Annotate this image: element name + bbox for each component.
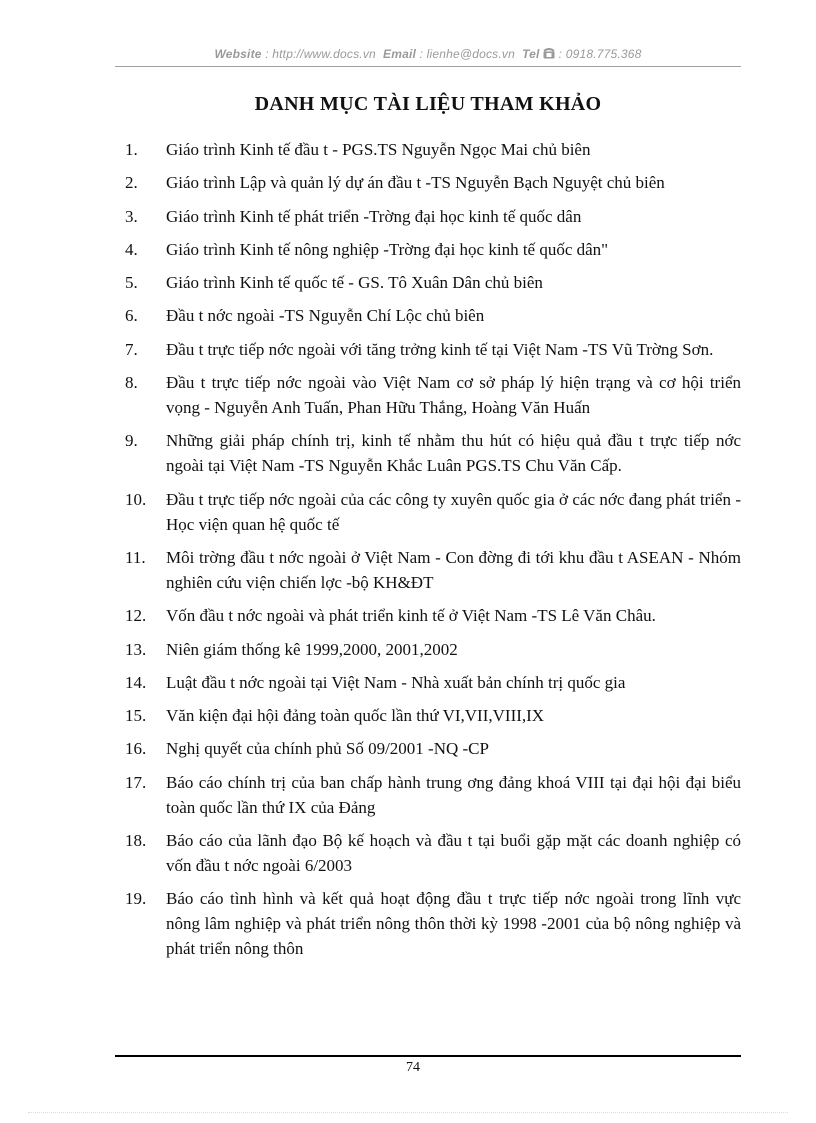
reference-number: 12. (125, 606, 147, 626)
reference-item (125, 337, 741, 362)
reference-text: Báo cáo tình hình và kết quả hoạt động đầu t trực tiếp nớc ngoài trong lĩnh vực nông lâm nghiệp và phát triển nông thôn thời kỳ 1998 -2001 của bộ nông nghiệp và phát triển nông thôn (166, 889, 741, 959)
reference-number: 3. (125, 206, 138, 226)
reference-number: 14. (125, 672, 147, 692)
website-label: Website (214, 47, 262, 61)
reference-item (125, 370, 741, 420)
website-value: : http://www.docs.vn (265, 47, 376, 61)
reference-number: 5. (125, 273, 138, 293)
reference-number: 4. (125, 239, 138, 259)
reference-item (125, 428, 741, 478)
page-title: DANH MỤC TÀI LIỆU THAM KHẢO (254, 93, 602, 115)
reference-text: Báo cáo chính trị của ban chấp hành trung ơng đảng khoá VIII tại đại hội đại biểu toàn quốc lần thứ IX của Đảng (166, 772, 741, 817)
reference-number: 1. (125, 140, 138, 159)
reference-text: Môi trờng đầu t nớc ngoài ở Việt Nam - Con đờng đi tới khu đầu t ASEAN - Nhóm nghiên cứu viện chiến lợc -bộ KH&ĐT (166, 547, 741, 592)
footer-rule (115, 1055, 741, 1057)
reference-item (125, 603, 741, 628)
reference-text: Niên giám thống kê 1999,2000, 2001,2002 (166, 639, 458, 659)
reference-item (125, 828, 741, 878)
reference-item (125, 545, 741, 595)
reference-text: Đầu t trực tiếp nớc ngoài với tăng trởng kinh tế tại Việt Nam -TS Vũ Trờng Sơn. (166, 339, 714, 359)
reference-item (125, 270, 741, 295)
reference-number: 15. (125, 706, 147, 726)
reference-number: 19. (125, 889, 147, 909)
phone-icon (543, 48, 555, 62)
reference-item (125, 487, 741, 537)
email-label: Email (383, 47, 417, 61)
reference-item (125, 736, 741, 761)
page-bottom-dotted-line (28, 1112, 788, 1113)
reference-item (125, 137, 741, 162)
reference-text: Văn kiện đại hội đảng toàn quốc lần thứ VI,VII,VIII,IX (166, 706, 545, 726)
email-value: : lienhe@docs.vn (419, 47, 515, 61)
reference-text: Nghị quyết của chính phủ Số 09/2001 -NQ -CP (166, 739, 489, 759)
reference-text: Giáo trình Kinh tế quốc tế - GS. Tô Xuân Dân chủ biên (166, 273, 543, 293)
reference-item (125, 886, 741, 961)
reference-number: 13. (125, 639, 147, 659)
reference-text: Giáo trình Lập và quản lý dự án đầu t -TS Nguyễn Bạch Nguyệt chủ biên (166, 173, 665, 193)
page-number: 74 (406, 1060, 420, 1075)
reference-number: 10. (125, 489, 147, 509)
reference-number: 9. (125, 431, 138, 451)
tel-value: : 0918.775.368 (558, 47, 642, 61)
reference-text: Đầu t nớc ngoài -TS Nguyễn Chí Lộc chủ biên (166, 306, 485, 326)
reference-text: Giáo trình Kinh tế phát triển -Trờng đại học kinh tế quốc dân (166, 206, 582, 226)
reference-item (125, 303, 741, 328)
reference-item (125, 204, 741, 229)
reference-item (125, 170, 741, 195)
reference-item (125, 770, 741, 820)
reference-number: 16. (125, 739, 147, 759)
reference-text: Đầu t trực tiếp nớc ngoài vào Việt Nam cơ sở pháp lý hiện trạng và cơ hội triển vọng - Nguyễn Anh Tuấn, Phan Hữu Thắng, Hoàng Văn Huấn (166, 373, 741, 418)
reference-text: Báo cáo của lãnh đạo Bộ kế hoạch và đầu t tại buổi gặp mặt các doanh nghiệp có vốn đầu t nớc ngoài 6/2003 (166, 831, 741, 876)
reference-list (125, 137, 741, 970)
page-header (115, 47, 741, 62)
reference-item (125, 670, 741, 695)
reference-number: 6. (125, 306, 138, 326)
reference-number: 11. (125, 547, 146, 567)
reference-text: Những giải pháp chính trị, kinh tế nhằm thu hút có hiệu quả đầu t trực tiếp nớc ngoài tại Việt Nam -TS Nguyễn Khắc Luân PGS.TS Chu Văn Cấp. (166, 431, 741, 476)
reference-text: Giáo trình Kinh tế đầu t - PGS.TS Nguyễn Ngọc Mai chủ biên (166, 140, 591, 159)
reference-text: Giáo trình Kinh tế nông nghiệp -Trờng đại học kinh tế quốc dân" (166, 239, 609, 259)
reference-text: Luật đầu t nớc ngoài tại Việt Nam - Nhà xuất bản chính trị quốc gia (166, 672, 626, 692)
reference-number: 18. (125, 831, 147, 851)
tel-label: Tel (522, 47, 540, 61)
reference-number: 8. (125, 373, 138, 393)
reference-number: 17. (125, 772, 147, 792)
reference-item (125, 237, 741, 262)
reference-number: 7. (125, 339, 138, 359)
reference-number: 2. (125, 173, 138, 193)
reference-item (125, 637, 741, 662)
reference-text: Vốn đầu t nớc ngoài và phát triển kinh tế ở Việt Nam -TS Lê Văn Châu. (166, 606, 656, 626)
header-rule (115, 66, 741, 67)
reference-text: Đầu t trực tiếp nớc ngoài của các công ty xuyên quốc gia ở các nớc đang phát triển - Học viện quan hệ quốc tế (166, 489, 741, 534)
reference-item (125, 703, 741, 728)
